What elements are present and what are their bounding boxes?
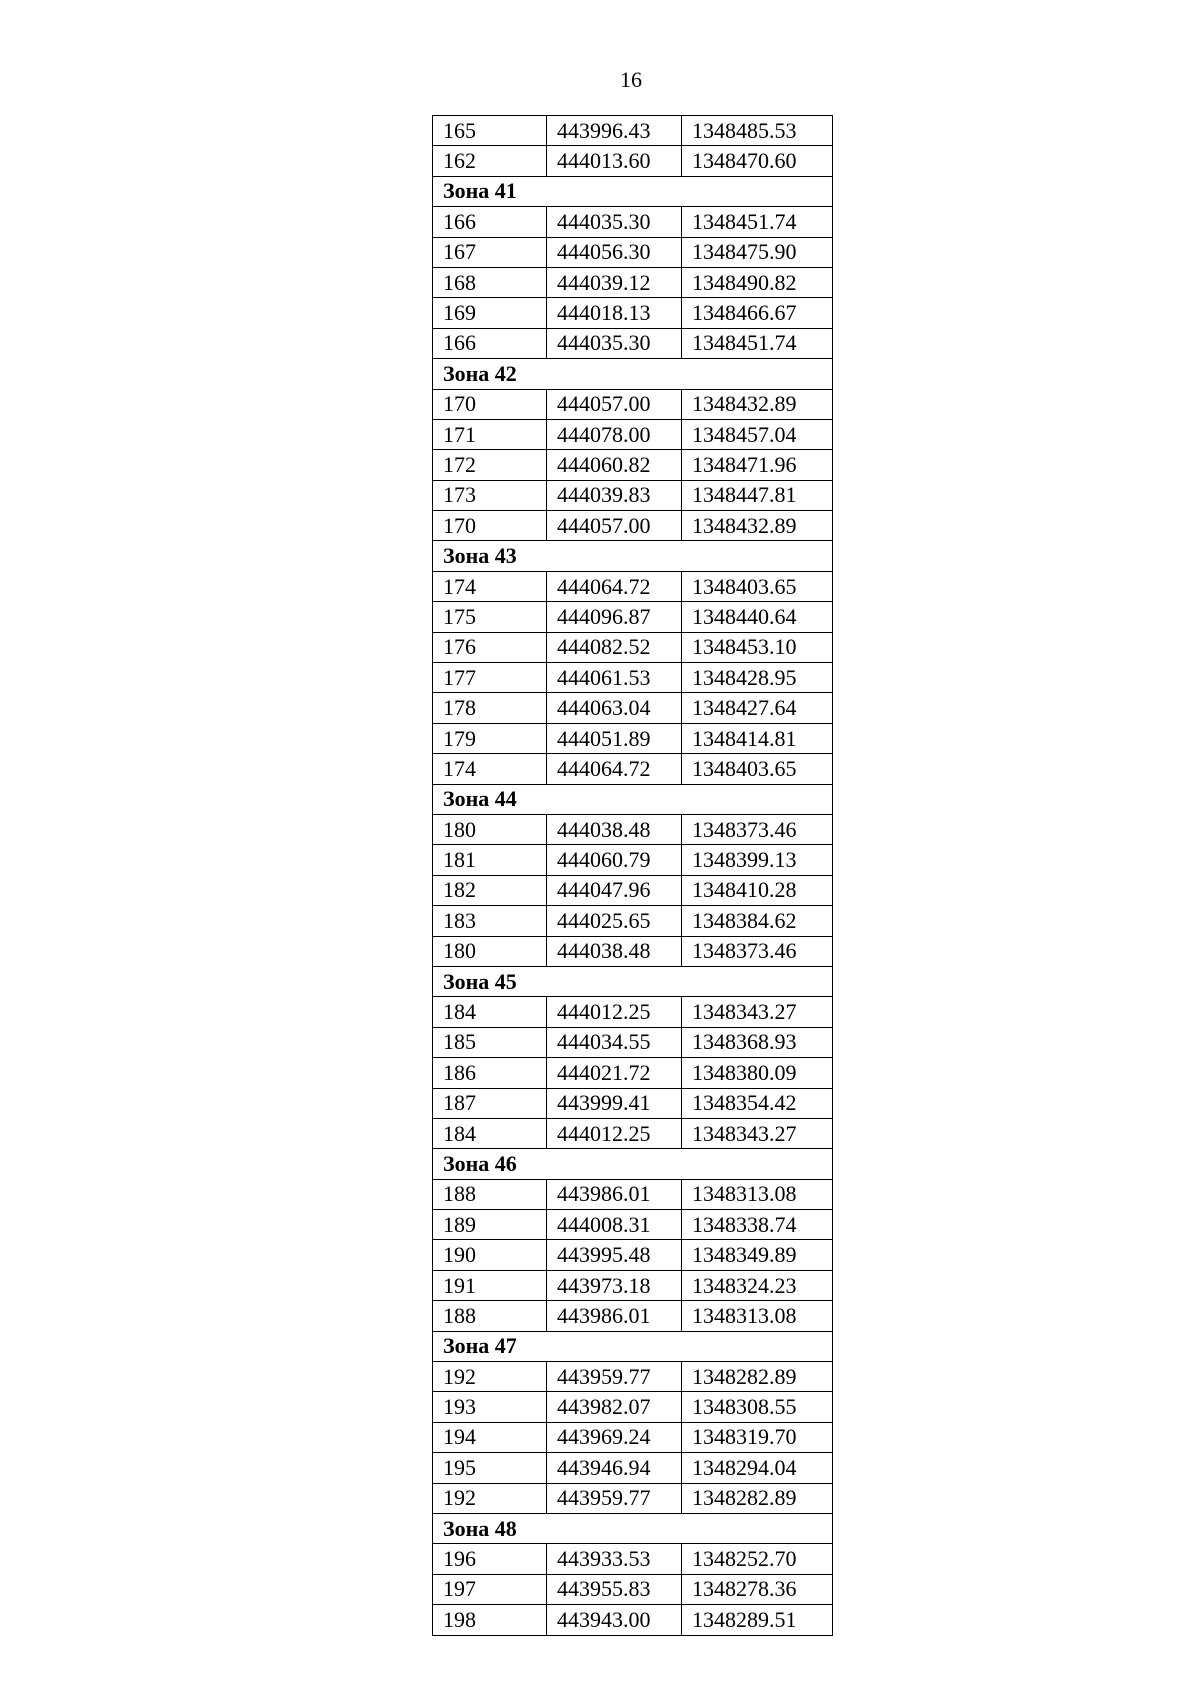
table-row (433, 298, 833, 328)
table-row (433, 1058, 833, 1088)
x-coordinate-cell: 443959.77 (547, 1483, 682, 1513)
table-row (433, 116, 833, 146)
point-number-cell: 162 (433, 146, 547, 176)
point-number-cell: 165 (433, 116, 547, 146)
y-coordinate-cell: 1348432.89 (682, 389, 833, 419)
y-coordinate-cell: 1348490.82 (682, 267, 833, 297)
zone-header-row (433, 176, 833, 206)
point-number-cell: 169 (433, 298, 547, 328)
x-coordinate-cell: 444034.55 (547, 1027, 682, 1057)
table-row (433, 754, 833, 784)
point-number-cell: 197 (433, 1574, 547, 1604)
y-coordinate-cell: 1348368.93 (682, 1027, 833, 1057)
point-number-cell: 174 (433, 754, 547, 784)
x-coordinate-cell: 443943.00 (547, 1605, 682, 1635)
point-number-cell: 192 (433, 1362, 547, 1392)
zone-label: Зона 42 (433, 359, 833, 389)
point-number-cell: 180 (433, 936, 547, 966)
y-coordinate-cell: 1348354.42 (682, 1088, 833, 1118)
point-number-cell: 179 (433, 723, 547, 753)
table-row (433, 450, 833, 480)
x-coordinate-cell: 444057.00 (547, 511, 682, 541)
y-coordinate-cell: 1348373.46 (682, 936, 833, 966)
y-coordinate-cell: 1348349.89 (682, 1240, 833, 1270)
table-row (433, 814, 833, 844)
point-number-cell: 187 (433, 1088, 547, 1118)
x-coordinate-cell: 443973.18 (547, 1270, 682, 1300)
coordinates-table (432, 115, 833, 1636)
point-number-cell: 190 (433, 1240, 547, 1270)
point-number-cell: 196 (433, 1544, 547, 1574)
y-coordinate-cell: 1348373.46 (682, 814, 833, 844)
y-coordinate-cell: 1348447.81 (682, 480, 833, 510)
x-coordinate-cell: 444038.48 (547, 814, 682, 844)
table-row (433, 511, 833, 541)
zone-label: Зона 44 (433, 784, 833, 814)
table-row (433, 936, 833, 966)
x-coordinate-cell: 444060.79 (547, 845, 682, 875)
table-row (433, 693, 833, 723)
point-number-cell: 171 (433, 419, 547, 449)
x-coordinate-cell: 443999.41 (547, 1088, 682, 1118)
y-coordinate-cell: 1348380.09 (682, 1058, 833, 1088)
x-coordinate-cell: 444063.04 (547, 693, 682, 723)
zone-header-row (433, 541, 833, 571)
point-number-cell: 175 (433, 602, 547, 632)
point-number-cell: 170 (433, 389, 547, 419)
y-coordinate-cell: 1348384.62 (682, 906, 833, 936)
table-row (433, 1483, 833, 1513)
zone-header-row (433, 1149, 833, 1179)
point-number-cell: 195 (433, 1453, 547, 1483)
x-coordinate-cell: 444012.25 (547, 997, 682, 1027)
y-coordinate-cell: 1348440.64 (682, 602, 833, 632)
page-number: 16 (620, 67, 642, 92)
y-coordinate-cell: 1348338.74 (682, 1210, 833, 1240)
table-row (433, 906, 833, 936)
point-number-cell: 191 (433, 1270, 547, 1300)
y-coordinate-cell: 1348313.08 (682, 1301, 833, 1331)
zone-label: Зона 43 (433, 541, 833, 571)
point-number-cell: 194 (433, 1422, 547, 1452)
point-number-cell: 174 (433, 571, 547, 601)
point-number-cell: 182 (433, 875, 547, 905)
x-coordinate-cell: 444035.30 (547, 207, 682, 237)
point-number-cell: 183 (433, 906, 547, 936)
x-coordinate-cell: 444018.13 (547, 298, 682, 328)
x-coordinate-cell: 444039.83 (547, 480, 682, 510)
table-row (433, 1240, 833, 1270)
y-coordinate-cell: 1348343.27 (682, 1118, 833, 1148)
y-coordinate-cell: 1348282.89 (682, 1362, 833, 1392)
y-coordinate-cell: 1348252.70 (682, 1544, 833, 1574)
table-row (433, 1453, 833, 1483)
point-number-cell: 184 (433, 997, 547, 1027)
zone-header-row (433, 1513, 833, 1543)
x-coordinate-cell: 443995.48 (547, 1240, 682, 1270)
zone-header-row (433, 784, 833, 814)
point-number-cell: 193 (433, 1392, 547, 1422)
x-coordinate-cell: 444061.53 (547, 663, 682, 693)
zone-label: Зона 47 (433, 1331, 833, 1361)
y-coordinate-cell: 1348470.60 (682, 146, 833, 176)
y-coordinate-cell: 1348451.74 (682, 328, 833, 358)
table-row (433, 267, 833, 297)
table-row (433, 1179, 833, 1209)
zone-label: Зона 48 (433, 1513, 833, 1543)
y-coordinate-cell: 1348278.36 (682, 1574, 833, 1604)
y-coordinate-cell: 1348403.65 (682, 754, 833, 784)
y-coordinate-cell: 1348343.27 (682, 997, 833, 1027)
x-coordinate-cell: 443959.77 (547, 1362, 682, 1392)
y-coordinate-cell: 1348324.23 (682, 1270, 833, 1300)
y-coordinate-cell: 1348313.08 (682, 1179, 833, 1209)
table-row (433, 1210, 833, 1240)
point-number-cell: 177 (433, 663, 547, 693)
y-coordinate-cell: 1348403.65 (682, 571, 833, 601)
y-coordinate-cell: 1348432.89 (682, 511, 833, 541)
point-number-cell: 178 (433, 693, 547, 723)
x-coordinate-cell: 444064.72 (547, 754, 682, 784)
coordinates-table-body (433, 116, 833, 1636)
zone-header-row (433, 966, 833, 996)
y-coordinate-cell: 1348466.67 (682, 298, 833, 328)
table-row (433, 602, 833, 632)
x-coordinate-cell: 444047.96 (547, 875, 682, 905)
x-coordinate-cell: 444021.72 (547, 1058, 682, 1088)
x-coordinate-cell: 443946.94 (547, 1453, 682, 1483)
table-row (433, 146, 833, 176)
table-row (433, 571, 833, 601)
zone-label: Зона 45 (433, 966, 833, 996)
point-number-cell: 173 (433, 480, 547, 510)
x-coordinate-cell: 443969.24 (547, 1422, 682, 1452)
table-row (433, 389, 833, 419)
y-coordinate-cell: 1348282.89 (682, 1483, 833, 1513)
x-coordinate-cell: 444064.72 (547, 571, 682, 601)
table-row (433, 845, 833, 875)
point-number-cell: 180 (433, 814, 547, 844)
y-coordinate-cell: 1348410.28 (682, 875, 833, 905)
y-coordinate-cell: 1348428.95 (682, 663, 833, 693)
table-row (433, 663, 833, 693)
x-coordinate-cell: 444012.25 (547, 1118, 682, 1148)
table-row (433, 237, 833, 267)
x-coordinate-cell: 444051.89 (547, 723, 682, 753)
table-row (433, 1574, 833, 1604)
x-coordinate-cell: 444008.31 (547, 1210, 682, 1240)
x-coordinate-cell: 444096.87 (547, 602, 682, 632)
table-row (433, 207, 833, 237)
point-number-cell: 181 (433, 845, 547, 875)
table-row (433, 328, 833, 358)
zone-header-row (433, 359, 833, 389)
table-row (433, 1362, 833, 1392)
zone-label: Зона 41 (433, 176, 833, 206)
y-coordinate-cell: 1348319.70 (682, 1422, 833, 1452)
x-coordinate-cell: 443996.43 (547, 116, 682, 146)
y-coordinate-cell: 1348289.51 (682, 1605, 833, 1635)
x-coordinate-cell: 443982.07 (547, 1392, 682, 1422)
y-coordinate-cell: 1348475.90 (682, 237, 833, 267)
point-number-cell: 189 (433, 1210, 547, 1240)
point-number-cell: 172 (433, 450, 547, 480)
y-coordinate-cell: 1348453.10 (682, 632, 833, 662)
y-coordinate-cell: 1348427.64 (682, 693, 833, 723)
table-row (433, 1301, 833, 1331)
zone-label: Зона 46 (433, 1149, 833, 1179)
x-coordinate-cell: 444035.30 (547, 328, 682, 358)
y-coordinate-cell: 1348471.96 (682, 450, 833, 480)
point-number-cell: 186 (433, 1058, 547, 1088)
table-row (433, 1544, 833, 1574)
table-row (433, 1605, 833, 1635)
table-row (433, 1088, 833, 1118)
x-coordinate-cell: 444082.52 (547, 632, 682, 662)
point-number-cell: 192 (433, 1483, 547, 1513)
table-row (433, 723, 833, 753)
point-number-cell: 166 (433, 328, 547, 358)
x-coordinate-cell: 443933.53 (547, 1544, 682, 1574)
point-number-cell: 185 (433, 1027, 547, 1057)
y-coordinate-cell: 1348308.55 (682, 1392, 833, 1422)
y-coordinate-cell: 1348457.04 (682, 419, 833, 449)
table-row (433, 1392, 833, 1422)
x-coordinate-cell: 444025.65 (547, 906, 682, 936)
point-number-cell: 166 (433, 207, 547, 237)
table-row (433, 1422, 833, 1452)
x-coordinate-cell: 443955.83 (547, 1574, 682, 1604)
point-number-cell: 188 (433, 1301, 547, 1331)
table-row (433, 875, 833, 905)
x-coordinate-cell: 444057.00 (547, 389, 682, 419)
table-row (433, 480, 833, 510)
table-row (433, 1270, 833, 1300)
point-number-cell: 168 (433, 267, 547, 297)
y-coordinate-cell: 1348294.04 (682, 1453, 833, 1483)
x-coordinate-cell: 443986.01 (547, 1301, 682, 1331)
y-coordinate-cell: 1348414.81 (682, 723, 833, 753)
x-coordinate-cell: 443986.01 (547, 1179, 682, 1209)
y-coordinate-cell: 1348399.13 (682, 845, 833, 875)
y-coordinate-cell: 1348485.53 (682, 116, 833, 146)
x-coordinate-cell: 444038.48 (547, 936, 682, 966)
table-row (433, 632, 833, 662)
x-coordinate-cell: 444056.30 (547, 237, 682, 267)
x-coordinate-cell: 444013.60 (547, 146, 682, 176)
point-number-cell: 198 (433, 1605, 547, 1635)
point-number-cell: 176 (433, 632, 547, 662)
x-coordinate-cell: 444060.82 (547, 450, 682, 480)
table-row (433, 997, 833, 1027)
point-number-cell: 167 (433, 237, 547, 267)
point-number-cell: 188 (433, 1179, 547, 1209)
table-row (433, 1118, 833, 1148)
table-row (433, 1027, 833, 1057)
point-number-cell: 184 (433, 1118, 547, 1148)
x-coordinate-cell: 444078.00 (547, 419, 682, 449)
table-row (433, 419, 833, 449)
y-coordinate-cell: 1348451.74 (682, 207, 833, 237)
point-number-cell: 170 (433, 511, 547, 541)
zone-header-row (433, 1331, 833, 1361)
x-coordinate-cell: 444039.12 (547, 267, 682, 297)
